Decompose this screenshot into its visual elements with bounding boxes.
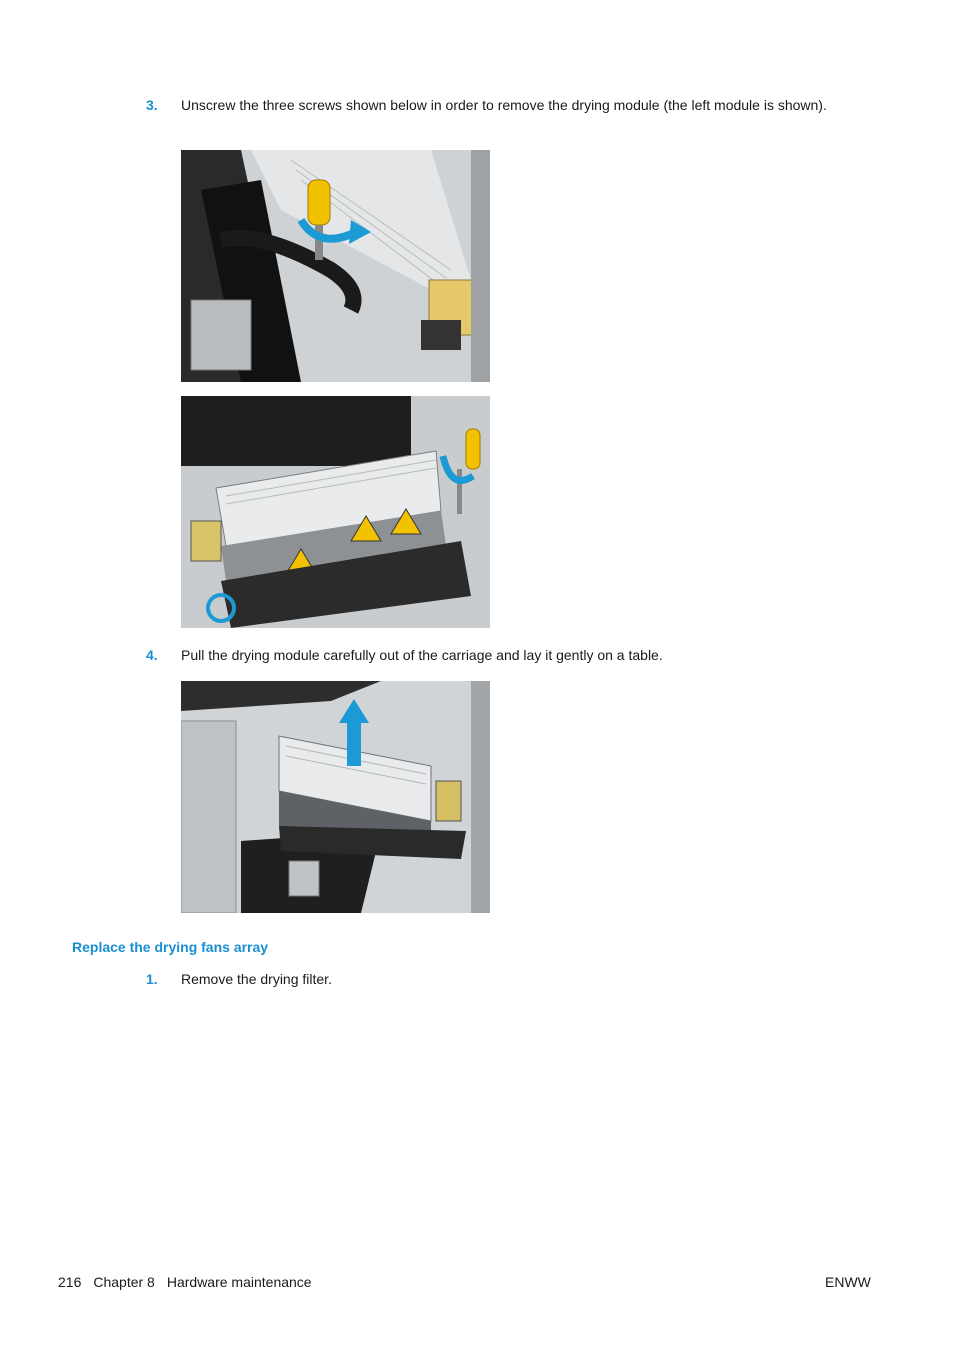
page-number: 216 [58, 1274, 82, 1290]
photo-pull-drying-module [181, 681, 490, 913]
step-number: 1. [146, 971, 158, 987]
step-text: Pull the drying module carefully out of the carriage and lay it gently on a table. [181, 647, 663, 663]
page-footer-right: ENWW [825, 1274, 871, 1290]
drying-module-illustration [181, 150, 490, 382]
photo-unscrew-top-screw [181, 150, 490, 382]
page-footer-left [58, 1272, 324, 1292]
step-text: Unscrew the three screws shown below in order to remove the drying module (the left module is shown). [181, 97, 827, 113]
step-number: 3. [146, 97, 158, 113]
drying-module-front-illustration [181, 396, 490, 628]
chapter-title: Hardware maintenance [166, 1274, 312, 1290]
chapter-label: Chapter 8 [93, 1274, 155, 1290]
step-text: Remove the drying filter. [181, 971, 332, 987]
photo-unscrew-side-screws [181, 396, 490, 628]
drying-module-removal-illustration [181, 681, 490, 913]
step-number: 4. [146, 647, 158, 663]
section-title: Replace the drying fans array [72, 939, 269, 955]
